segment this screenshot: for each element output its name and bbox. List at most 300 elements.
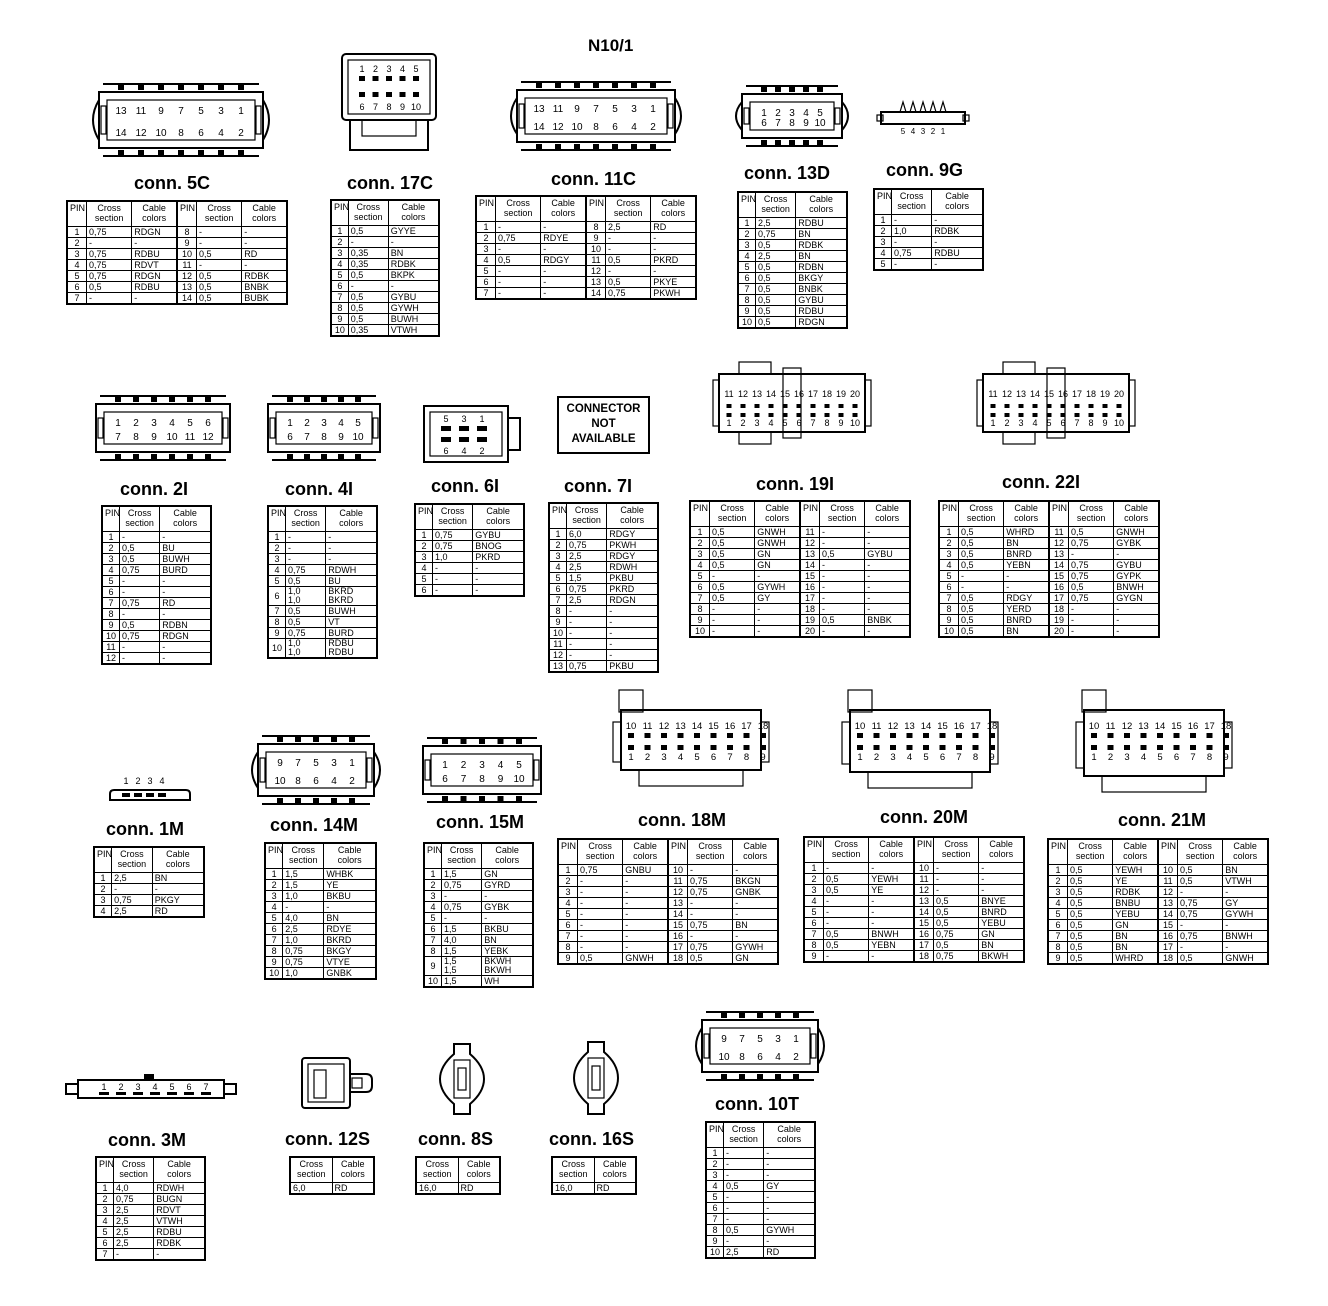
table-row [424, 891, 533, 902]
latch-right [367, 758, 372, 782]
table-header-cell: PIN [804, 837, 824, 863]
table-cell: PKRD [473, 552, 524, 563]
pin-number-label: 9 [277, 758, 283, 769]
pin-number-label: 5 [198, 106, 204, 117]
pin-number-label: 4 [338, 418, 344, 429]
table-cell: - [623, 876, 668, 887]
table-cell: 5 [331, 270, 348, 281]
table-cell: 14 [914, 907, 934, 918]
table-cell: 2,5 [113, 1238, 153, 1249]
table-cell: - [865, 604, 910, 615]
pin-number-label: 5 [612, 104, 618, 115]
table-header-cell: PIN [67, 201, 87, 227]
table-cell: 4 [94, 906, 112, 918]
table-cell: - [160, 576, 211, 587]
table-cell: 2,5 [755, 218, 795, 229]
table-cell: 4 [1048, 898, 1068, 909]
pin-socket [1033, 413, 1038, 417]
table-cell: GNBK [733, 887, 778, 898]
table-cell: RDGN [796, 317, 847, 329]
table-header-cell: Cable colors [1113, 839, 1158, 865]
table-cell: 1 [67, 227, 87, 238]
table-cell: 17 [914, 940, 934, 951]
table-cell: - [578, 942, 623, 953]
table-row [102, 565, 211, 576]
table-cell: - [1223, 942, 1268, 953]
table-cell: 9 [558, 953, 578, 965]
pin-tab [650, 83, 656, 88]
table-cell: - [607, 639, 658, 650]
table-row [331, 303, 439, 314]
pin-socket [1207, 733, 1213, 738]
table-cell: 0,75 [1178, 909, 1223, 920]
pin-number-label: 3 [661, 752, 667, 763]
pin-tab [355, 454, 361, 459]
table-cell: 7 [268, 606, 285, 617]
table-header-cell: Cable colors [154, 1157, 205, 1183]
table-row [939, 626, 1159, 638]
table-cell: - [764, 1236, 815, 1247]
table-cell: BN [324, 913, 376, 924]
table-cell: 0,75 [113, 1194, 153, 1205]
table-row [424, 880, 533, 891]
table-cell: GNWH [1114, 527, 1159, 538]
table-header-cell: Cross section [441, 843, 481, 869]
table-cell: 16 [668, 931, 688, 942]
housing-body [621, 710, 761, 770]
table-cell: 4 [102, 565, 119, 576]
latch-right [835, 108, 840, 124]
pin-number-label: 7 [775, 118, 781, 129]
table-cell: 3 [706, 1170, 723, 1181]
table-cell: 2,5 [566, 562, 606, 573]
title-conn-13D: conn. 13D [744, 163, 831, 183]
table-cell: 4 [268, 565, 285, 576]
table-cell: RD [242, 249, 287, 260]
connector-10T-drawing [688, 1010, 832, 1082]
table-cell: RDBU [154, 1227, 205, 1238]
table-row [94, 873, 204, 884]
pin-number-label: 10 [1088, 721, 1100, 732]
table-row [706, 1148, 815, 1159]
table-header-cell: Cable colors [869, 837, 914, 863]
table-cell: 18 [1158, 953, 1178, 965]
table-cell: 0,75 [1069, 538, 1114, 549]
table-cell: RD [651, 222, 696, 233]
table-header-cell: PIN [800, 501, 820, 527]
table-row [331, 314, 439, 325]
pin-tab [479, 796, 485, 801]
table-cell: RDGY [607, 551, 658, 562]
pin-socket [727, 745, 733, 750]
table-header-cell: PIN [939, 501, 959, 527]
pin-number-label: 15 [1171, 721, 1182, 732]
table-cell: - [1004, 571, 1049, 582]
pin-number-label: 1 [349, 758, 355, 769]
table-row [102, 543, 211, 554]
pin-socket [890, 733, 896, 738]
table-cell: GYBU [473, 530, 524, 541]
table-cell: 3 [690, 549, 710, 560]
table-cell: 0,75 [688, 876, 733, 887]
table-cell: 8 [102, 609, 119, 620]
table-cell: - [651, 233, 696, 244]
pin-socket [359, 76, 365, 81]
table-cell: 1 [1048, 865, 1068, 876]
pin-number-label: 13 [675, 721, 686, 732]
table-cell: 0,5 [824, 885, 869, 896]
table-cell: BN [1004, 538, 1049, 549]
pin-number-label: 4 [152, 1082, 158, 1092]
table-cell: RD [458, 1183, 500, 1195]
pin-number-label: 8 [321, 432, 327, 443]
pin-number-label: 2 [650, 122, 656, 133]
table-cell: - [197, 227, 242, 238]
pin-table-22I [938, 500, 1160, 638]
table-cell: 0,75 [1178, 931, 1223, 942]
table-cell: 6,0 [566, 529, 606, 540]
table-cell: 0,5 [348, 292, 388, 303]
pin-tab [349, 798, 355, 803]
table-cell: YEWH [869, 874, 914, 885]
pin-number-label: 8 [479, 774, 485, 785]
table-cell: - [566, 650, 606, 661]
table-cell: 0,5 [820, 549, 865, 560]
table-cell: - [606, 266, 651, 277]
table-cell: - [764, 1148, 815, 1159]
table-header-cell: PIN [1048, 839, 1068, 865]
table-cell: - [820, 582, 865, 593]
table-cell: BU [160, 543, 211, 554]
table-header-cell: Cross section [290, 1157, 332, 1183]
latch-right [534, 760, 539, 780]
table-cell: GN [1113, 920, 1158, 931]
table-cell: GNWH [623, 953, 668, 965]
table-cell: 19 [800, 615, 820, 626]
table-cell: 0,5 [710, 560, 755, 571]
table-cell: - [869, 863, 914, 874]
title-conn-1M: conn. 1M [106, 819, 185, 839]
table-cell: BKRD BKRD [326, 587, 377, 606]
pin-number-label: 18 [986, 721, 998, 732]
pin-tab [198, 85, 204, 90]
table-row [804, 885, 1024, 896]
table-cell: 0,5 [959, 549, 1004, 560]
top-tab [848, 690, 872, 712]
table-row [552, 1183, 636, 1195]
pin-table-11C [475, 195, 697, 300]
pin-tab [304, 397, 310, 402]
table-header-cell: Cross section [820, 501, 865, 527]
table-header-cell: PIN [424, 843, 441, 869]
table-row [67, 249, 287, 260]
latch [350, 1074, 372, 1092]
connector-15M-drawing [419, 736, 545, 804]
table-header-cell: Cable colors [482, 843, 533, 869]
table-row [102, 642, 211, 653]
pin-tab [169, 397, 175, 402]
pin-socket [1089, 413, 1094, 417]
table-cell: BNWH [1223, 931, 1268, 942]
pin-socket [727, 413, 732, 417]
pin-number-label: 3 [479, 760, 485, 771]
pin-number-label: 3 [1124, 752, 1130, 763]
pin-number-label: 10 [166, 432, 178, 443]
table-row [874, 237, 983, 248]
pin-tab [238, 85, 244, 90]
table-row [1048, 953, 1268, 965]
pin-tab [115, 454, 121, 459]
pin-table-8S [415, 1156, 501, 1195]
pin-socket [797, 413, 802, 417]
pin-number-label: 6 [359, 102, 365, 112]
table-cell: 7 [102, 598, 119, 609]
table-cell: - [869, 951, 914, 963]
pin-socket [1033, 404, 1038, 408]
table-header-cell: Cross section [934, 837, 979, 863]
pin-tab [555, 83, 561, 88]
pin-number-label: 2 [460, 760, 467, 771]
table-cell: 8 [268, 617, 285, 628]
table-cell: 4 [939, 560, 959, 571]
table-row [706, 1170, 815, 1181]
table-cell: - [959, 582, 1004, 593]
table-cell: RDBU [796, 306, 847, 317]
table-row [690, 593, 910, 604]
table-cell: - [496, 266, 541, 277]
table-row [558, 931, 778, 942]
table-cell: RDWH [326, 565, 377, 576]
table-cell: - [869, 907, 914, 918]
pin-socket [744, 745, 750, 750]
pin-tab [498, 739, 504, 744]
table-cell: 12 [1158, 887, 1178, 898]
table-header-cell: Cross section [552, 1157, 594, 1183]
pin-number-label: 2 [793, 1052, 799, 1063]
table-cell: 1,0 1,0 [285, 587, 325, 606]
table-cell: - [710, 571, 755, 582]
table-header-cell: Cross section [113, 1157, 153, 1183]
table-cell: 0,75 [112, 895, 153, 906]
table-cell: 2 [476, 233, 496, 244]
table-cell: BKWH [979, 951, 1024, 963]
table-cell: BN [1223, 865, 1268, 876]
connector-14M-drawing [244, 734, 388, 806]
pin-number-label: 7 [115, 432, 121, 443]
table-row [939, 560, 1159, 571]
connector-1M-drawing [104, 774, 196, 808]
pin-tab [793, 1013, 799, 1018]
pin-number-label: 5 [817, 108, 823, 119]
table-cell: GN [733, 953, 778, 965]
pin-number-label: 5 [1046, 418, 1052, 428]
table-row [1048, 887, 1268, 898]
table-cell: 0,5 [959, 604, 1004, 615]
table-row [738, 240, 847, 251]
pin-tab [593, 83, 599, 88]
table-cell: 9 [331, 314, 348, 325]
pin-number-label: 20 [849, 389, 861, 399]
table-cell: 6 [549, 584, 566, 595]
table-cell: 4,0 [283, 913, 324, 924]
table-cell: 7 [549, 595, 566, 606]
pin-table-4I [267, 505, 378, 659]
table-cell: - [285, 554, 325, 565]
pin-number-label: 1 [990, 418, 996, 428]
table-cell: - [348, 281, 388, 292]
connector-19I-drawing [711, 360, 873, 446]
side-left [613, 722, 621, 762]
pin-socket [741, 404, 746, 408]
table-cell: - [723, 1170, 763, 1181]
table-row [268, 639, 377, 659]
table-cell: 0,5 [606, 255, 651, 266]
table-row [268, 565, 377, 576]
pin-tab [442, 739, 448, 744]
pin-socket [1005, 413, 1010, 417]
table-cell: 0,75 [441, 880, 481, 891]
pin-number-label: 2 [1004, 418, 1010, 428]
title-conn-14M: conn. 14M [270, 815, 359, 835]
table-cell: - [891, 259, 931, 271]
table-cell: BUWH [388, 314, 439, 325]
table-header-cell: Cable colors [132, 201, 177, 227]
pin-socket [797, 404, 802, 408]
table-cell: 14 [177, 293, 197, 305]
table-cell: - [566, 639, 606, 650]
table-row [102, 532, 211, 543]
pin-number-label: 8 [824, 418, 830, 428]
table-header-cell: Cable colors [623, 839, 668, 865]
table-cell: - [820, 538, 865, 549]
table-row [804, 940, 1024, 951]
table-row [706, 1236, 815, 1247]
pin-number-label: 6 [443, 446, 449, 456]
table-cell: RDBU [132, 249, 177, 260]
table-cell: 0,5 [119, 554, 159, 565]
pin-socket [1157, 745, 1163, 750]
table-cell: 11 [586, 255, 606, 266]
pin-socket [1223, 733, 1229, 738]
pin-table-21M [1047, 838, 1269, 965]
table-cell: 12 [586, 266, 606, 277]
table-row [331, 237, 439, 248]
table-row [331, 325, 439, 337]
pin-tab [287, 397, 293, 402]
table-cell: - [283, 902, 324, 913]
pin-table-3M [95, 1156, 206, 1261]
table-row [738, 273, 847, 284]
pin-number-label: 3 [151, 418, 157, 429]
table-cell: 8 [265, 946, 283, 957]
pin-number-label: 20 [1113, 389, 1125, 399]
table-cell: - [482, 913, 533, 924]
table-cell: BNBK [865, 615, 910, 626]
table-cell: - [119, 642, 159, 653]
table-row [102, 554, 211, 565]
table-row [874, 215, 983, 226]
table-cell: - [1069, 626, 1114, 638]
pin-tab [721, 1013, 727, 1018]
pin-number-label: 16 [793, 389, 805, 399]
table-row [1048, 909, 1268, 920]
pin-number-label: 10 [814, 118, 826, 129]
pin-number-label: 8 [972, 752, 979, 763]
pin-tab [536, 83, 542, 88]
table-cell: - [755, 615, 800, 626]
pin-number-label: 10 [625, 721, 637, 732]
table-cell: 2 [738, 229, 755, 240]
table-cell: 13 [668, 898, 688, 909]
table-row [424, 976, 533, 988]
table-cell: 0,5 [285, 576, 325, 587]
table-cell: - [154, 1249, 205, 1261]
table-cell: 7 [96, 1249, 113, 1261]
table-header-cell: Cable colors [473, 504, 524, 530]
pin-blade [167, 1092, 177, 1095]
table-row [1048, 876, 1268, 887]
pin-number-label: 17 [741, 721, 752, 732]
table-cell: YE [869, 885, 914, 896]
table-cell: 12 [177, 271, 197, 282]
pin-tab [187, 397, 193, 402]
table-row [558, 909, 778, 920]
table-cell: GNWH [755, 538, 800, 549]
table-row [690, 626, 910, 638]
table-cell: 8 [177, 227, 197, 238]
table-cell: 9 [939, 615, 959, 626]
pin-socket [694, 733, 700, 738]
table-cell: 1 [94, 873, 112, 884]
pin-number-label: 7 [1074, 418, 1080, 428]
table-cell: 10 [424, 976, 441, 988]
pin-number-label: 13 [115, 106, 127, 117]
pin-number-label: 1 [726, 418, 732, 428]
table-cell: 13 [177, 282, 197, 293]
table-row [424, 869, 533, 880]
table-cell: - [865, 593, 910, 604]
pin-number-label: 17 [807, 389, 819, 399]
title-conn-8S: conn. 8S [418, 1129, 494, 1149]
table-header-cell: Cable colors [242, 201, 287, 227]
pin-tab [218, 150, 224, 155]
table-row [804, 863, 1024, 874]
table-row [549, 650, 658, 661]
pin-number-label: 12 [658, 721, 670, 732]
top-tab [739, 362, 771, 374]
table-cell: - [934, 874, 979, 885]
pin-tab [593, 144, 599, 149]
pin-tab [115, 397, 121, 402]
table-cell: RDBN [160, 620, 211, 631]
pin-socket [727, 733, 733, 738]
pin-number-label: 10 [274, 776, 286, 787]
pin-number-label: 14 [115, 128, 127, 139]
table-cell: - [959, 571, 1004, 582]
latch-left [425, 760, 430, 780]
table-cell: 0,5 [959, 538, 1004, 549]
pin-number-label: 2 [873, 752, 880, 763]
latch-left [260, 758, 265, 782]
pin-number-label: 4 [677, 752, 684, 763]
table-cell: 10 [1158, 865, 1178, 876]
table-cell: - [733, 909, 778, 920]
pin-socket [857, 733, 863, 738]
table-row [558, 942, 778, 953]
table-cell: - [733, 931, 778, 942]
table-cell: 1,5 [283, 869, 324, 880]
table-cell: 2,5 [723, 1247, 763, 1259]
